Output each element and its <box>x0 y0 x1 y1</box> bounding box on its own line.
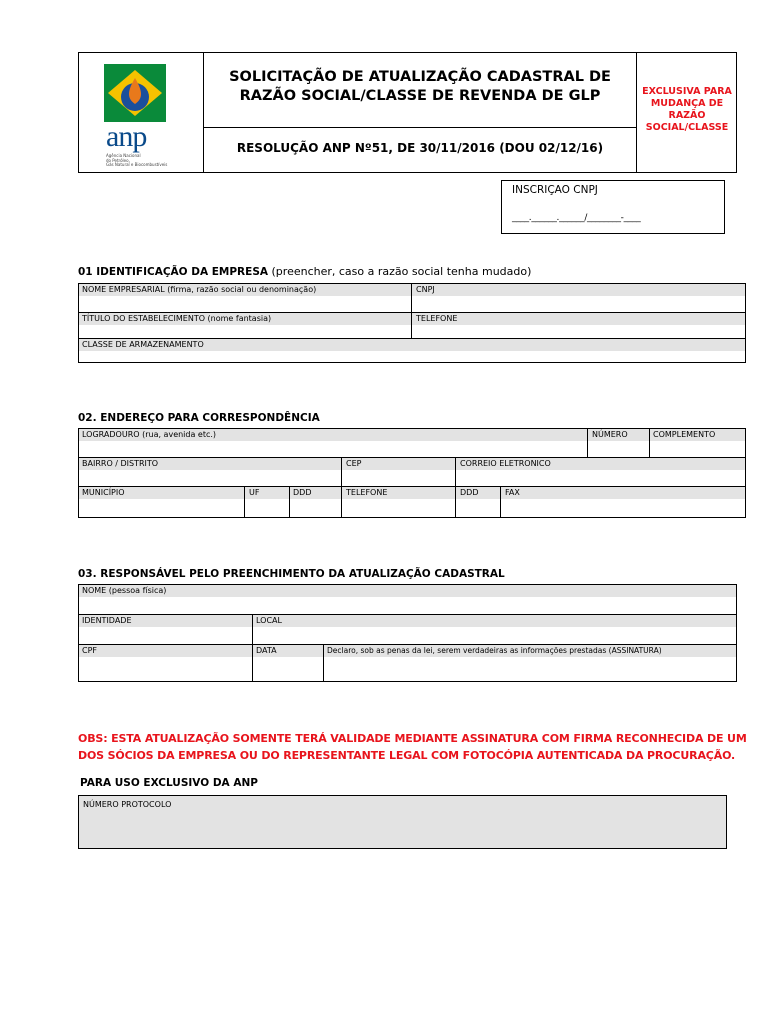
identidade-field[interactable]: IDENTIDADE <box>82 616 132 625</box>
section2-col-rule <box>649 428 650 457</box>
logo-subtitle-line: do Petróleo, <box>106 157 130 163</box>
nome-empresarial-field[interactable]: NOME EMPRESARIAL (firma, razão social ou denominação) <box>82 285 317 294</box>
exclusive-note-line: EXCLUSIVA PARA <box>642 86 732 97</box>
local-field[interactable]: LOCAL <box>256 616 282 625</box>
section2-rule <box>78 457 746 458</box>
logo-subtitle-line: Agência Nacional <box>106 153 141 158</box>
cnpj-field[interactable]: CNPJ <box>416 285 435 294</box>
assinatura-field[interactable]: Declaro, sob as penas da lei, serem verdadeiras as informações prestadas (ASSINATURA) <box>327 646 662 655</box>
logo-subtitle-line: Gás Natural e Biocombustíveis <box>106 162 168 167</box>
title-line: SOLICITAÇÃO DE ATUALIZAÇÃO CADASTRAL DE <box>229 69 611 85</box>
uf-field[interactable]: UF <box>249 488 260 497</box>
section1-title <box>78 265 531 278</box>
section3-shade-row1 <box>79 585 736 597</box>
section2-col-rule <box>341 486 342 518</box>
section1-rule <box>78 312 746 313</box>
section2-col-rule <box>500 486 501 518</box>
municipio-field[interactable]: MUNICÍPIO <box>82 488 125 497</box>
section2-table <box>78 428 746 518</box>
section2-shade-row2 <box>79 458 745 470</box>
section3-col-rule <box>252 614 253 682</box>
anp-logo <box>104 64 170 168</box>
section2-col-rule <box>341 457 342 486</box>
obs-note <box>78 730 747 764</box>
anp-logo-icon <box>104 64 170 124</box>
section3-table <box>78 584 737 682</box>
bairro-field[interactable]: BAIRRO / DISTRITO <box>82 459 159 468</box>
section2-col-rule <box>455 457 456 486</box>
resolution-text: RESOLUÇÃO ANP Nº51, DE 30/11/2016 (DOU 02/12/16) <box>236 141 604 155</box>
section3-col-rule <box>323 644 324 682</box>
exclusive-note-line: SOCIAL/CLASSE <box>645 122 729 133</box>
ddd2-field[interactable]: DDD <box>460 488 479 497</box>
titulo-field[interactable]: TÍTULO DO ESTABELECIMENTO (nome fantasia) <box>82 314 272 323</box>
section2-rule <box>78 486 746 487</box>
cnpj-label: INSCRIÇAO CNPJ <box>512 184 598 196</box>
protocolo-box[interactable] <box>78 795 727 849</box>
logo-subtitle <box>106 154 167 168</box>
telefone2-field[interactable]: TELEFONE <box>346 488 388 497</box>
section2-col-rule <box>455 486 456 518</box>
section3-rule <box>78 644 737 645</box>
data-field[interactable]: DATA <box>256 646 277 655</box>
numero-field[interactable]: NÚMERO <box>592 430 628 439</box>
section3-rule <box>78 614 737 615</box>
nome-field[interactable]: NOME (pessoa física) <box>82 586 167 595</box>
section2-shade-row3 <box>79 487 745 499</box>
complemento-field[interactable]: COMPLEMENTO <box>653 430 716 439</box>
classe-field[interactable]: CLASSE DE ARMAZENAMENTO <box>82 340 204 349</box>
header-divider-mid <box>203 127 636 128</box>
section2-title: 02. ENDEREÇO PARA CORRESPONDÊNCIA <box>78 412 320 424</box>
title-line: RAZÃO SOCIAL/CLASSE DE REVENDA DE GLP <box>239 88 601 104</box>
section1-note: (preencher, caso a razão social tenha mudado) <box>268 265 532 278</box>
exclusive-note-line: MUDANÇA DE <box>650 98 724 109</box>
protocolo-field: NÚMERO PROTOCOLO <box>83 800 172 809</box>
logo-text: anp <box>106 120 147 153</box>
section2-col-rule <box>289 486 290 518</box>
section1-title-text: 01 IDENTIFICAÇÃO DA EMPRESA <box>78 266 269 278</box>
exclusive-note <box>637 86 737 134</box>
section3-title: 03. RESPONSÁVEL PELO PREENCHIMENTO DA ATUALIZAÇÃO CADASTRAL <box>78 568 505 580</box>
obs-line: DOS SÓCIOS DA EMPRESA OU DO REPRESENTANTE LEGAL COM FOTOCÓPIA AUTENTICADA DA PROCURAÇÃO. <box>78 749 736 762</box>
cep-field[interactable]: CEP <box>346 459 362 468</box>
telefone-field[interactable]: TELEFONE <box>416 314 458 323</box>
section1-col-rule <box>411 283 412 338</box>
correio-field[interactable]: CORREIO ELETRONICO <box>460 459 551 468</box>
section2-col-rule <box>587 428 588 457</box>
section3-shade-row2 <box>79 615 736 627</box>
fax-field[interactable]: FAX <box>505 488 520 497</box>
cpf-field[interactable]: CPF <box>82 646 98 655</box>
section1-rule <box>78 338 746 339</box>
exclusive-note-line: RAZÃO <box>668 110 706 121</box>
section2-col-rule <box>244 486 245 518</box>
ddd1-field[interactable]: DDD <box>293 488 312 497</box>
page-title <box>204 68 636 106</box>
logradouro-field[interactable]: LOGRADOURO (rua, avenida etc.) <box>82 430 217 439</box>
obs-line: OBS: ESTA ATUALIZAÇÃO SOMENTE TERÁ VALIDADE MEDIANTE ASSINATURA COM FIRMA RECONHECIDA DE UM <box>78 732 747 745</box>
cnpj-mask: ____.______.______/________-____ <box>512 213 641 223</box>
anp-use-title: PARA USO EXCLUSIVO DA ANP <box>80 777 258 789</box>
